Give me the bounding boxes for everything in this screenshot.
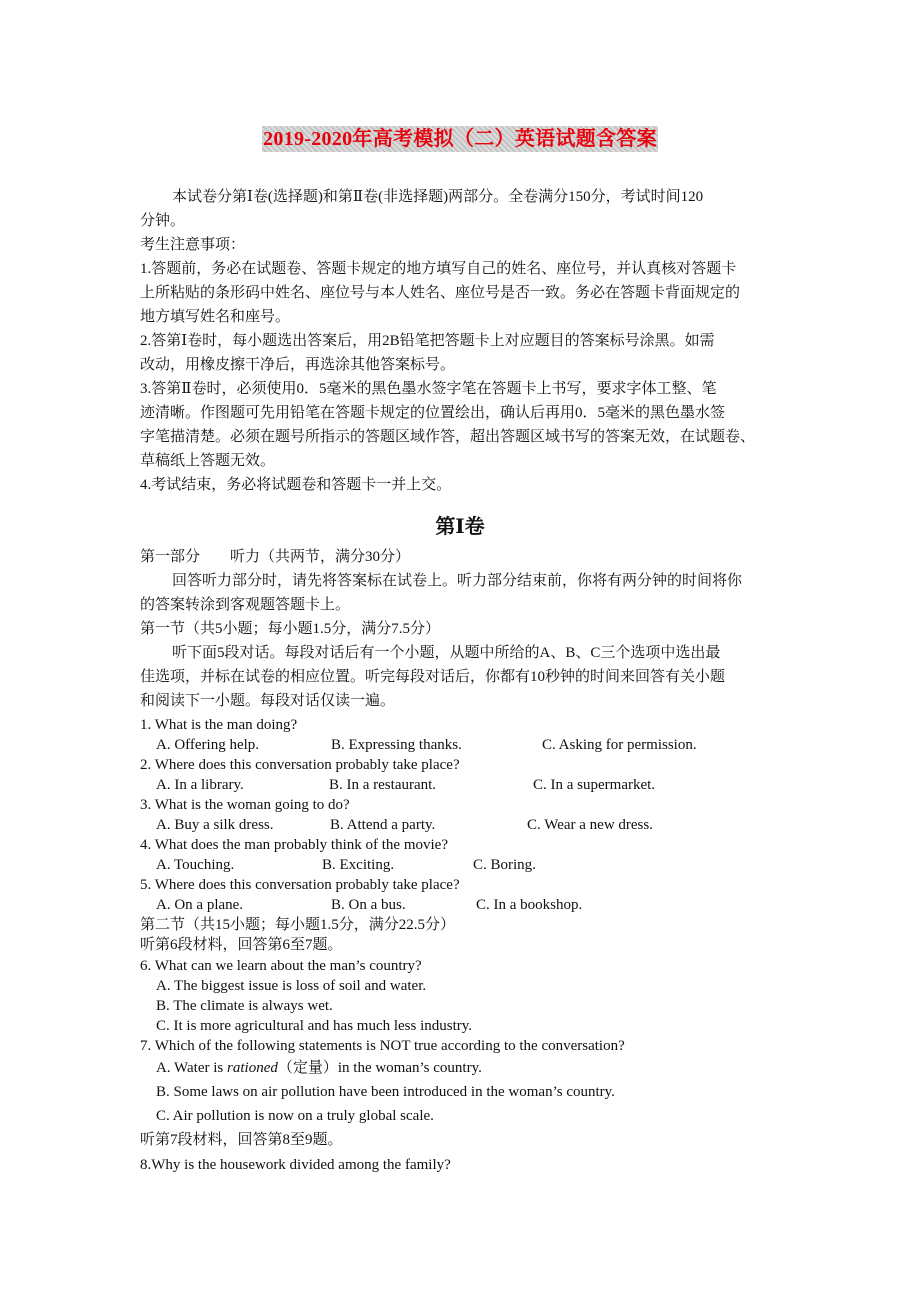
part-heading: 第一部分 听力（共两节，满分30分） — [140, 549, 411, 565]
notice-line: 草稿纸上答题无效。 — [140, 453, 276, 469]
option-c: C. Asking for permission. — [542, 737, 697, 753]
intro-line: 分钟。 — [140, 213, 186, 229]
section-desc: 和阅读下一小题。每段对话仅读一遍。 — [140, 693, 396, 709]
option-c: C. Boring. — [473, 857, 536, 873]
option-b: B. Some laws on air pollution have been introduced in the woman’s country. — [156, 1084, 615, 1100]
question: 7. Which of the following statements is NOT true according to the conversation? — [140, 1038, 625, 1054]
notice-line: 2.答第Ⅰ卷时，每小题选出答案后，用2B铅笔把答题卡上对应题目的答案标号涂黑。如需 — [140, 333, 715, 349]
notice-line: 字笔描清楚。必须在题号所指示的答题区域作答，超出答题区域书写的答案无效，在试题卷、 — [140, 429, 756, 445]
option-a: A. Offering help. — [156, 737, 260, 753]
part-desc: 的答案转涂到客观题答题卡上。 — [140, 597, 351, 613]
option-c: C. In a supermarket. — [533, 777, 656, 793]
notice-line: 改动，用橡皮擦干净后，再选涂其他答案标号。 — [140, 357, 456, 373]
option-a-suffix: （定量）in the woman’s country. — [277, 1060, 482, 1076]
notice-line: 1.答题前，务必在试题卷、答题卡规定的地方填写自己的姓名、座位号，并认真核对答题卡 — [140, 261, 737, 277]
section-heading: 第二节（共15小题；每小题1.5分，满分22.5分） — [140, 917, 456, 933]
italic-term: rationed — [227, 1060, 278, 1076]
notice-heading: 考生注意事项： — [140, 237, 246, 253]
option-a: A. The biggest issue is loss of soil and water. — [156, 978, 427, 994]
option-a: A. Touching. — [156, 857, 235, 873]
title-text: 2019-2020年高考模拟（二）英语试题含答案 — [263, 128, 657, 150]
question: 3. What is the woman going to do? — [140, 797, 350, 813]
option-b: B. The climate is always wet. — [156, 998, 333, 1014]
option-b: B. Expressing thanks. — [331, 737, 462, 753]
option-a — [156, 1058, 806, 1078]
option-c: C. Wear a new dress. — [527, 817, 653, 833]
option-b: B. In a restaurant. — [329, 777, 437, 793]
material-heading: 听第7段材料，回答第8至9题。 — [140, 1132, 343, 1148]
notice-line: 迹清晰。作图题可先用铅笔在答题卡规定的位置绘出，确认后再用0．5毫米的黑色墨水签 — [140, 405, 726, 421]
section-desc: 听下面5段对话。每段对话后有一个小题，从题中所给的A、B、C三个选项中选出最 — [172, 645, 721, 661]
question: 5. Where does this conversation probably take place? — [140, 877, 460, 893]
option-c: C. In a bookshop. — [476, 897, 583, 913]
intro-line: 本试卷分第Ⅰ卷(选择题)和第Ⅱ卷(非选择题)两部分。全卷满分150分，考试时间120 — [172, 189, 704, 205]
option-b: B. Attend a party. — [330, 817, 436, 833]
question: 4. What does the man probably think of the movie? — [140, 837, 448, 853]
document-title — [0, 122, 920, 151]
option-a-prefix: A. Water is — [156, 1060, 228, 1076]
notice-line: 3.答第Ⅱ卷时，必须使用0．5毫米的黑色墨水签字笔在答题卡上书写，要求字体工整、笔 — [140, 381, 717, 397]
question: 1. What is the man doing? — [140, 717, 298, 733]
option-b: B. Exciting. — [322, 857, 395, 873]
question: 2. Where does this conversation probably take place? — [140, 757, 460, 773]
option-b: B. On a bus. — [331, 897, 406, 913]
option-c: C. It is more agricultural and has much less industry. — [156, 1018, 473, 1034]
section-heading: 第一节（共5小题；每小题1.5分，满分7.5分） — [140, 621, 441, 637]
option-a: A. On a plane. — [156, 897, 244, 913]
volume-heading: 第Ⅰ卷 — [435, 516, 485, 538]
question: 6. What can we learn about the man’s country? — [140, 958, 422, 974]
option-a: A. In a library. — [156, 777, 244, 793]
notice-line: 上所粘贴的条形码中姓名、座位号与本人姓名、座位号是否一致。务必在答题卡背面规定的 — [140, 285, 741, 301]
material-heading: 听第6段材料，回答第6至7题。 — [140, 937, 343, 953]
section-desc: 佳选项，并标在试卷的相应位置。听完每段对话后，你都有10秒钟的时间来回答有关小题 — [140, 669, 726, 685]
question: 8.Why is the housework divided among the family? — [140, 1157, 451, 1173]
option-c: C. Air pollution is now on a truly global scale. — [156, 1108, 434, 1124]
notice-line: 4.考试结束，务必将试题卷和答题卡一并上交。 — [140, 477, 452, 493]
notice-line: 地方填写姓名和座号。 — [140, 309, 291, 325]
option-a: A. Buy a silk dress. — [156, 817, 274, 833]
part-desc: 回答听力部分时，请先将答案标在试卷上。听力部分结束前，你将有两分钟的时间将你 — [172, 573, 743, 589]
